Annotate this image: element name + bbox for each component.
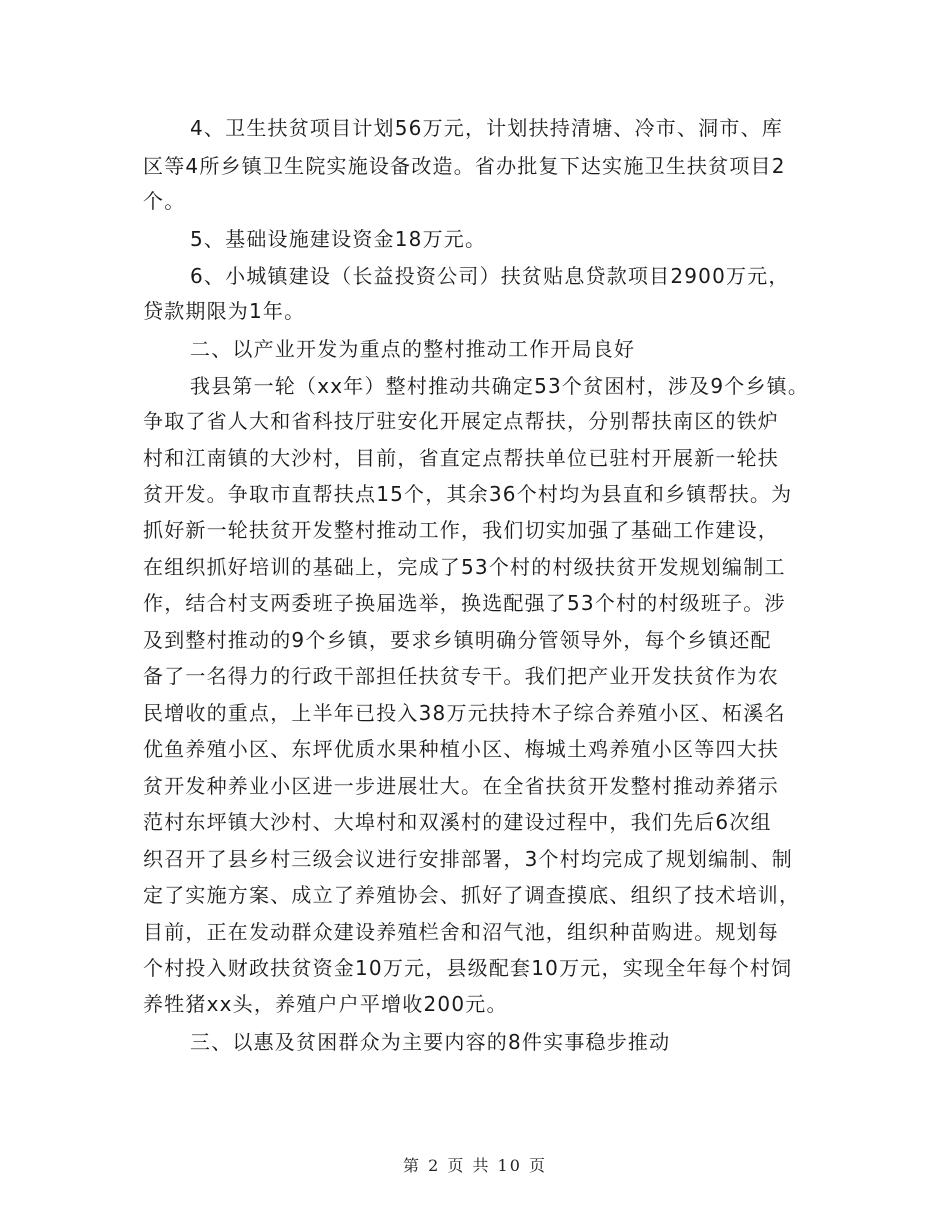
paragraph-line: 村和江南镇的大沙村，目前，省直定点帮扶单位已驻村开展新一轮扶 <box>143 446 779 470</box>
paragraph-line: 民增收的重点，上半年已投入38万元扶持木子综合养殖小区、柘溪名 <box>143 701 786 725</box>
paragraph-line: 优鱼养殖小区、东坪优质水果种植小区、梅城土鸡养殖小区等四大扶 <box>143 737 779 761</box>
paragraph-line: 贫开发。争取市直帮扶点15个，其余36个村均为县直和乡镇帮扶。为 <box>143 482 793 506</box>
paragraph-line: 备了一名得力的行政干部担任扶贫专干。我们把产业开发扶贫作为农 <box>143 664 779 688</box>
paragraph-line: 定了实施方案、成立了养殖协会、抓好了调查摸底、组织了技术培训， <box>143 883 801 907</box>
page-footer: 第 2 页 共 10 页 <box>403 1156 547 1175</box>
paragraph-line: 抓好新一轮扶贫开发整村推动工作，我们切实加强了基础工作建设， <box>143 518 779 542</box>
section-heading: 二、以产业开发为重点的整村推动工作开局良好 <box>190 337 636 361</box>
paragraph-line: 在组织抓好培训的基础上，完成了53个村的村级扶贫开发规划编制工 <box>143 555 786 579</box>
paragraph-line: 争取了省人大和省科技厅驻安化开展定点帮扶，分别帮扶南区的铁炉 <box>143 409 779 433</box>
paragraph-line: 区等4所乡镇卫生院实施设备改造。省办批复下达实施卫生扶贫项目2 <box>143 154 786 178</box>
paragraph-line: 及到整村推动的9个乡镇，要求乡镇明确分管领导外，每个乡镇还配 <box>143 628 772 652</box>
paragraph-line: 贷款期限为1年。 <box>143 299 306 323</box>
paragraph-line: 6、小城镇建设（长益投资公司）扶贫贴息贷款项目2900万元， <box>190 264 790 288</box>
paragraph-line: 作，结合村支两委班子换届选举，换选配强了53个村的村级班子。涉 <box>143 591 786 615</box>
paragraph-line: 目前，正在发动群众建设养殖栏舍和沼气池，组织种苗购进。规划每 <box>143 920 779 944</box>
paragraph-line: 4、卫生扶贫项目计划56万元，计划扶持清塘、冷市、洞市、库 <box>190 116 783 140</box>
paragraph-line: 个村投入财政扶贫资金10万元，县级配套10万元，实现全年每个村饲 <box>143 956 793 980</box>
paragraph-line: 我县第一轮（xx年）整村推动共确定53个贫困村，涉及9个乡镇。 <box>190 374 810 398</box>
paragraph-line: 个。 <box>143 189 186 213</box>
section-heading: 三、以惠及贫困群众为主要内容的8件实事稳步推动 <box>190 1030 671 1054</box>
paragraph-line: 养牲猪xx头，养殖户户平增收200元。 <box>143 992 508 1016</box>
paragraph-line: 贫开发种养业小区进一步进展壮大。在全省扶贫开发整村推动养猪示 <box>143 774 779 798</box>
paragraph-line: 范村东坪镇大沙村、大埠村和双溪村的建设过程中，我们先后6次组 <box>143 810 772 834</box>
paragraph-line: 5、基础设施建设资金18万元。 <box>190 227 487 251</box>
paragraph-line: 织召开了县乡村三级会议进行安排部署，3个村均完成了规划编制、制 <box>143 847 793 871</box>
